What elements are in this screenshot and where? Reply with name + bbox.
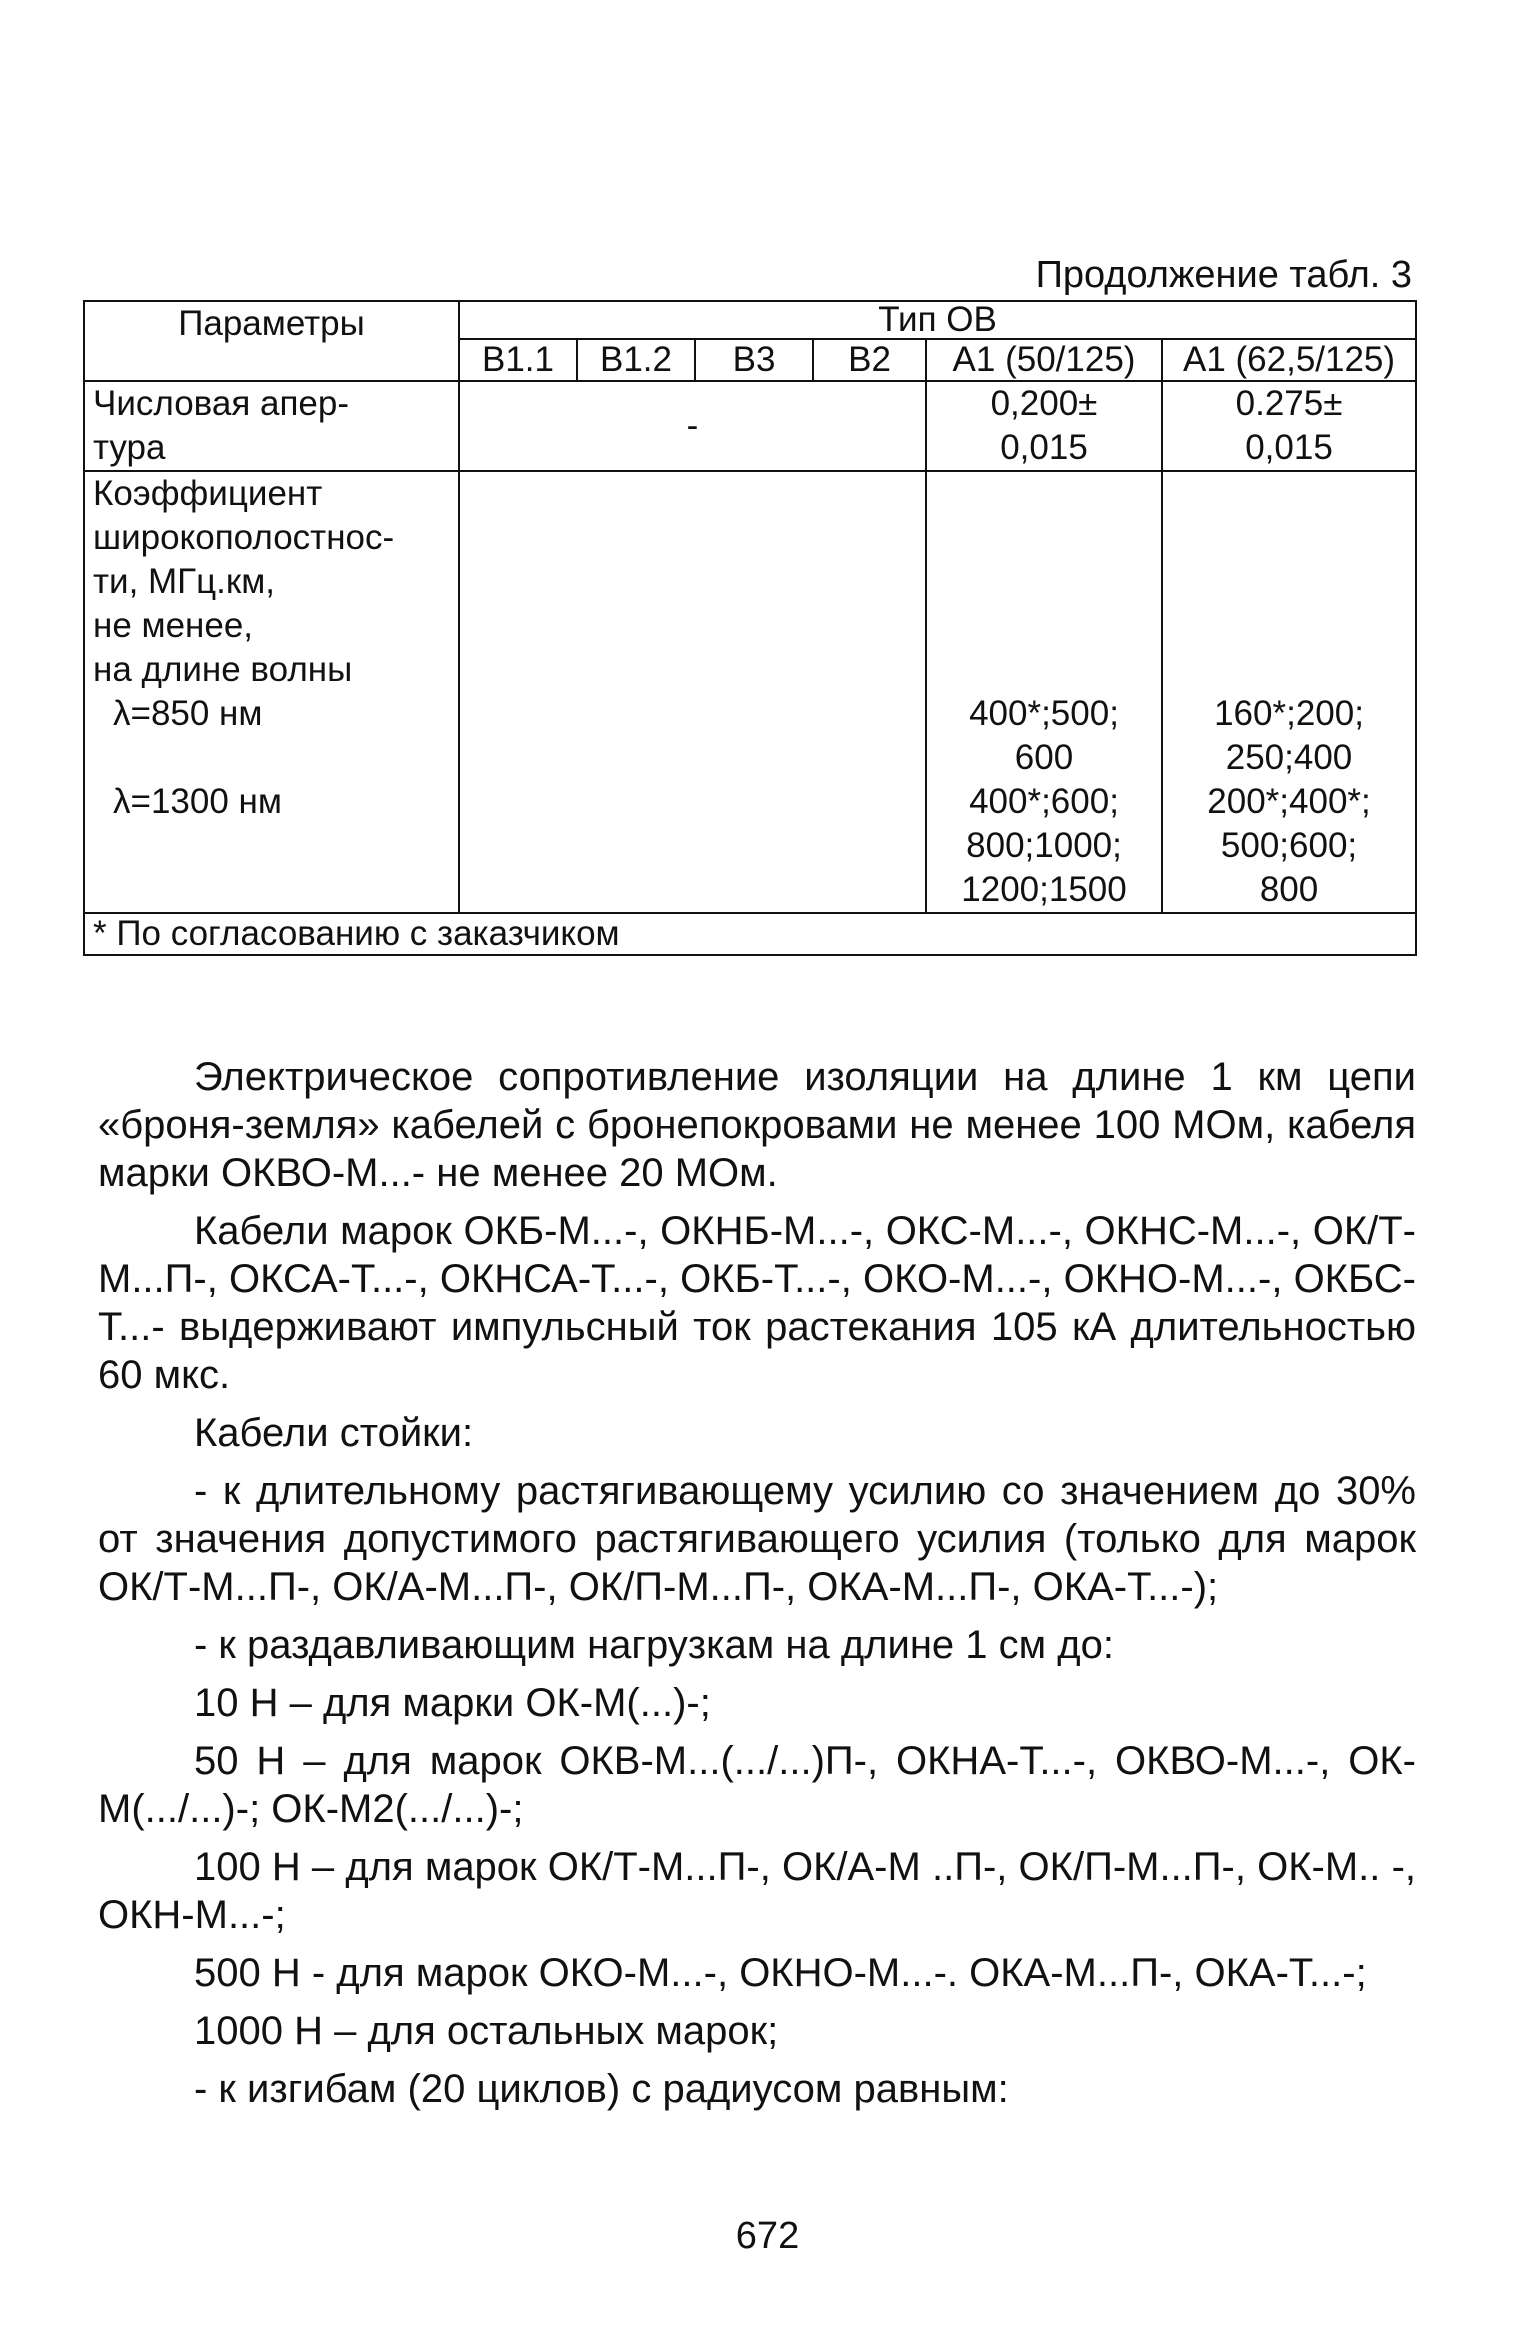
paragraph-insulation: Электрическое сопротивление изоляции на длине 1 км цепи «броня-земля» кабелей с бронепокровами не менее 100 МОм, кабеля марки ОКВО-М...- не менее 20 МОм. (98, 1055, 1416, 1195)
table-caption: Продолжение табл. 3 (1035, 254, 1412, 296)
bandwidth-b-empty (459, 471, 926, 913)
type-col-b3: В3 (695, 339, 813, 381)
type-col-b12: В1.2 (577, 339, 695, 381)
paragraph-crush-10: 10 Н – для марки ОК-М(...)-; (194, 1681, 711, 1725)
bandwidth-label: Коэффициент широкополостнос- ти, МГц.км, не менее, на длине волны λ=850 нм λ=1300 нм (84, 471, 459, 913)
bandwidth-row (84, 471, 1416, 913)
aperture-a1-50: 0,200± 0,015 (926, 381, 1162, 471)
paragraph-tensile: - к длительному растягивающему усилию со значением до 30% от значения допустимого растягивающего усилия (только для марок ОК/Т-М...П-, ОК/А-М...П-, ОК/П-М...П-, ОКА-М...П-, ОКА-Т...-); (98, 1469, 1416, 1609)
wl1300-label: λ=1300 нм (113, 782, 282, 821)
paragraph-bend: - к изгибам (20 циклов) с радиусом равным: (194, 2067, 1009, 2111)
paragraph-crush-heading: - к раздавливающим нагрузкам на длине 1 см до: (194, 1623, 1114, 1667)
paragraph-resistance-heading: Кабели стойки: (194, 1411, 474, 1455)
aperture-label: Числовая апер- тура (84, 381, 459, 471)
type-header: Тип ОВ (459, 301, 1416, 339)
type-col-b11: В1.1 (459, 339, 577, 381)
paragraph-crush-500: 500 Н - для марок ОКО-М...-, ОКНО-М...-. ОКА-М...П-, ОКА-Т...-; (194, 1951, 1367, 1995)
page-number: 672 (735, 2215, 800, 2257)
param-header: Параметры (84, 301, 459, 381)
aperture-a1-62: 0.275± 0,015 (1162, 381, 1416, 471)
type-col-a1-50: А1 (50/125) (926, 339, 1162, 381)
aperture-b-value: - (459, 381, 926, 471)
wl850-label: λ=850 нм (113, 694, 263, 733)
body-text (98, 1053, 1416, 2113)
paragraph-crush-1000: 1000 Н – для остальных марок; (194, 2009, 779, 2053)
paragraph-impulse: Кабели марок ОКБ-М...-, ОКНБ-М...-, ОКС-М...-, ОКНС-М...-, ОК/Т-М...П-, ОКСА-Т...-, ОКНСА-Т...-, ОКБ-Т...-, ОКО-М...-, ОКНО-М...-, ОКБС-Т...- выдерживают импульсный ток растекания 105 кА длительностью 60 мкс. (98, 1209, 1416, 1397)
bandwidth-a1-50: 400*;500; 600 400*;600; 800;1000; 1200;1500 (926, 471, 1162, 913)
paragraph-crush-50: 50 Н – для марок ОКВ-М...(.../...)П-, ОКНА-Т...-, ОКВО-М...-, ОК-М(.../...)-; ОК-М2(.../...)-; (98, 1739, 1416, 1831)
paragraph-crush-100: 100 Н – для марок ОК/Т-М...П-, ОК/А-М ..П-, ОК/П-М...П-, ОК-М.. -, ОКН-М...-; (98, 1845, 1416, 1937)
type-col-b2: В2 (813, 339, 926, 381)
parameters-table (83, 300, 1417, 956)
aperture-row (84, 381, 1416, 471)
bandwidth-a1-62: 160*;200; 250;400 200*;400*; 500;600; 800 (1162, 471, 1416, 913)
footnote-row (84, 913, 1416, 955)
type-col-a1-62: А1 (62,5/125) (1162, 339, 1416, 381)
table-header-row (84, 301, 1416, 339)
table-footnote: * По согласованию с заказчиком (84, 913, 1416, 955)
